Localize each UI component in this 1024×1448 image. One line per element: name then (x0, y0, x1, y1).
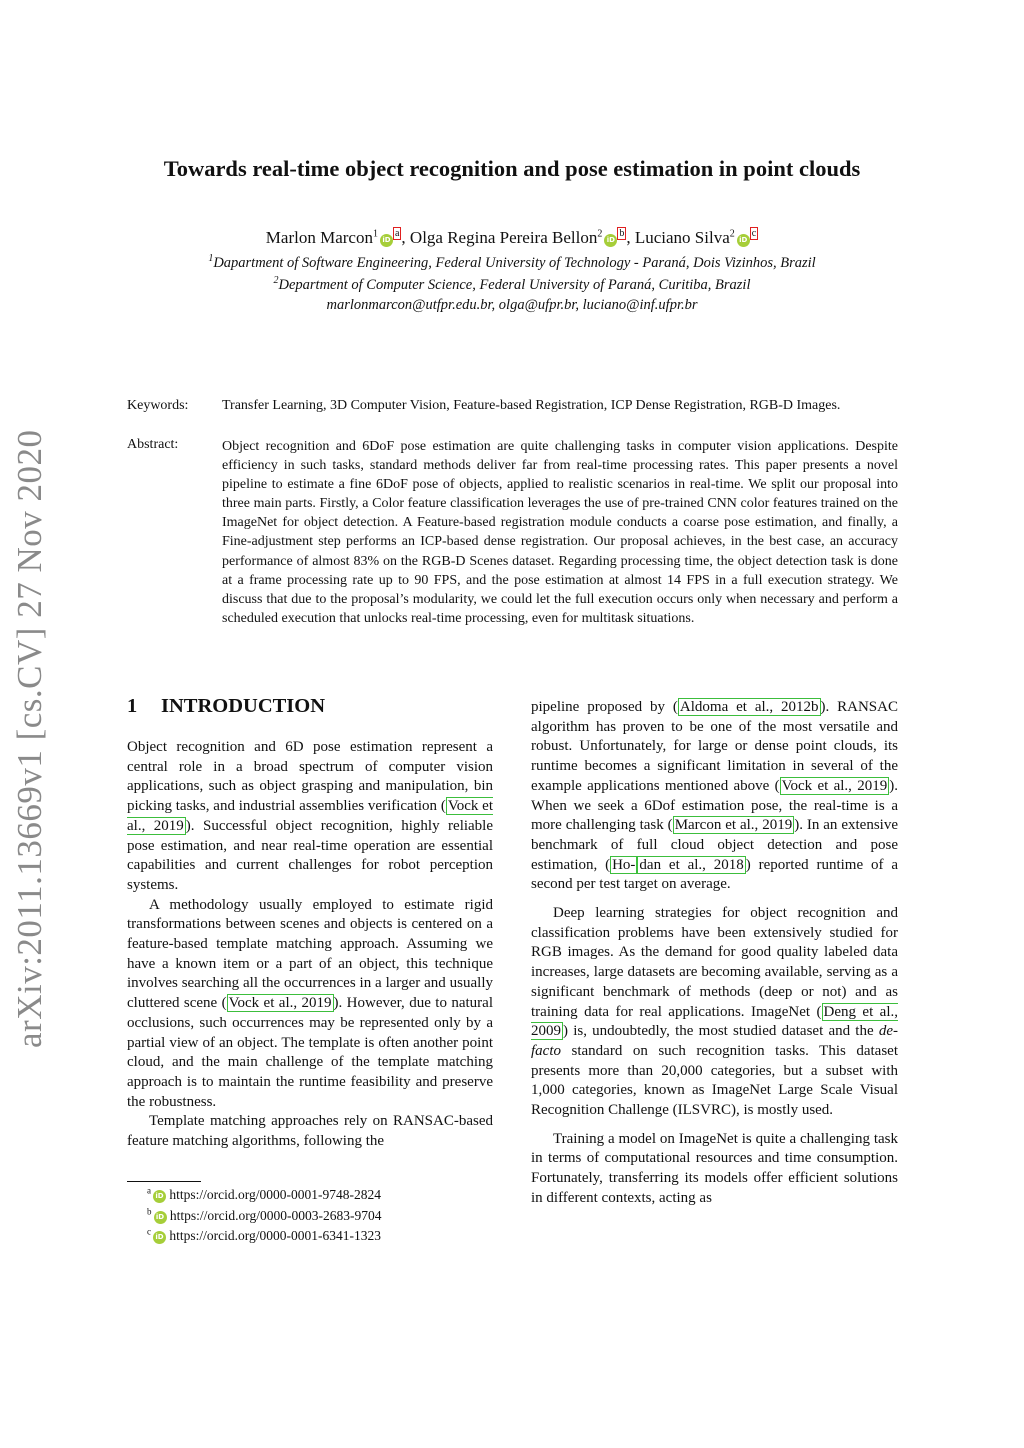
footnote (147, 1185, 382, 1206)
affiliation-1 (0, 255, 1024, 272)
affiliation-text: Department of Computer Science, Federal University of Paraná, Curitiba, Brazil (278, 277, 751, 293)
citation-link[interactable]: Vock et al., 2019 (228, 995, 332, 1012)
affiliation-number: 1 (208, 253, 214, 265)
footnotes (147, 1185, 382, 1247)
citation-link[interactable]: Deng et al., 2009 (531, 1003, 899, 1040)
footnote-link[interactable]: b (619, 228, 625, 240)
arxiv-identifier: arXiv:2011.13669v1 [cs.CV] 27 Nov 2020 (10, 429, 49, 1048)
left-column (127, 738, 493, 1152)
text-run: pipeline proposed by ( (531, 699, 678, 715)
citation-link[interactable]: Aldoma et al., 2012b (679, 699, 819, 715)
text-run: ). When we seek a 6Dof estimation pose, the real-time is a more challenging task ( (531, 777, 898, 834)
footnote-rule (127, 1181, 201, 1182)
text-run: A methodology usually employed to estimate rigid transformations between scenes and objects is centered on a feature-based template matching approach. Assuming we have a known item or a part of an object, this technique involves searching all the occurrences in a larger and usually cluttered scene ( (127, 896, 493, 1012)
footnote-mark: a (147, 1185, 151, 1196)
text-run: ). RANSAC algorithm has proven to be one of the most versatile and robust. Unfortunately, for large or dense point clouds, its runtime becomes a significant limitation in several of the example applications mentioned above ( (531, 699, 898, 794)
paragraph (531, 904, 898, 1121)
affiliation-mark: 2 (729, 228, 735, 240)
citation-link[interactable]: dan et al., 2018 (639, 856, 744, 873)
author-name: Olga Regina Pereira Bellon (409, 228, 598, 247)
abstract-text: Object recognition and 6DoF pose estimation are quite challenging tasks in computer vision applications. Despite efficiency in such tasks, standard methods deliver far from real-time processing rates. This paper presents a novel pipeline to estimate a fine 6DoF pose of objects, applied to realistic scenarios in real-time. We split our proposal into three main parts. Firstly, a Color feature classification leverages the use of pre-trained CNN color features trained on the ImageNet for object detection. A Feature-based registration module conducts a coarse pose estimation, and finally, a Fine-adjustment step performs an ICP-based dense registration. Our proposal achieves, in the best case, an accuracy performance of almost 83% on the RGB-D Scenes dataset. Regarding processing time, the object detection task is done at a frame processing rate up to 90 FPS, and the pose estimation at almost 14 FPS in a full execution strategy. We discuss that due to the proposal’s modularity, we could let the full execution occurs only when necessary and perform a scheduled execution that unlocks real-time processing, even for multitask situations. (222, 439, 898, 626)
section-number: 1 (127, 695, 138, 717)
orcid-icon: iD (153, 1190, 166, 1203)
affiliation-mark: 1 (372, 228, 378, 240)
text-run: ) reported runtime of a second per test target on average. (531, 856, 898, 893)
citation-link[interactable]: Ho- (612, 856, 636, 873)
section-title: INTRODUCTION (161, 695, 326, 717)
section-heading (127, 695, 325, 718)
footnote-mark: b (147, 1206, 152, 1216)
text-run: Object recognition and 6D pose estimation represent a central role in a broad spectrum of computer vision applications, such as object grasping and manipulation, bin picking tasks, and industrial assemblies verification ( (127, 739, 493, 815)
emphasis: de-facto (531, 1023, 898, 1059)
text-run: ) is, undoubtedly, the most studied dataset and the (563, 1023, 879, 1040)
orcid-icon: iD (154, 1211, 167, 1224)
text-run: ). In an extensive benchmark of full cloud object detection and pose estimation, ( (531, 817, 898, 873)
affiliation-2 (0, 277, 1024, 294)
paragraph (127, 738, 493, 896)
citation-link[interactable]: Vock et al., 2019 (781, 777, 888, 794)
footnote-link[interactable]: a (394, 228, 400, 240)
footnote (147, 1226, 382, 1247)
paragraph: Training a model on ImageNet is quite a challenging task in terms of computational resources and time consumption. Fortunately, transferring its models offer efficient solutions in different contexts, acting as (531, 1130, 898, 1206)
affiliation-text: Dapartment of Software Engineering, Federal University of Technology - Paraná, Dois Vizinhos, Brazil (213, 255, 816, 271)
abstract-label: Abstract: (127, 437, 179, 452)
text-run: ). However, due to natural occlusions, such occurrences may be represented only by a partial view of an object. The template is often another point cloud, and the main challenge of the template matching approach is to maintain the runtime feasibility and preserve the robustness. (127, 995, 493, 1110)
orcid-url[interactable]: https://orcid.org/0000-0001-9748-2824 (169, 1187, 381, 1202)
keywords-text: Transfer Learning, 3D Computer Vision, Feature-based Registration, ICP Dense Registration, RGB-D Images. (222, 398, 841, 413)
author-emails: marlonmarcon@utfpr.edu.br, olga@ufpr.br, luciano@inf.ufpr.br (326, 297, 698, 313)
author-name: Marlon Marcon (265, 228, 373, 247)
author-name: Luciano Silva (634, 228, 730, 247)
affiliation-number: 2 (273, 275, 279, 287)
citation-link[interactable]: Marcon et al., 2019 (674, 817, 793, 834)
affiliation-mark: 2 (597, 228, 603, 240)
orcid-url[interactable]: https://orcid.org/0000-0001-6341-1323 (169, 1228, 381, 1243)
orcid-icon[interactable]: iD (604, 234, 617, 247)
text-run: Deep learning strategies for object recognition and classification problems have been extensively studied for RGB images. As the demand for good quality labeled data increases, large datasets are becoming available, serving as a significant benchmark of methods (deep or not) and as training data for real applications. ImageNet ( (531, 905, 898, 1020)
right-column (531, 698, 898, 1209)
text-run: standard on such recognition tasks. This dataset presents more than 20,000 categories, but a subset with 1,000 categories, known as ImageNet Large Scale Visual Recognition Challenge (ILSVRC), is mostly used. (531, 1042, 898, 1119)
citation-link[interactable]: Vock et al., 2019 (127, 798, 493, 834)
keywords-label: Keywords: (127, 398, 189, 413)
text-run: ). Successful object recognition, highly reliable pose estimation, and near real-time operation are essential capabilities and current challenges for robot perception systems. (127, 817, 494, 893)
orcid-icon[interactable]: iD (380, 234, 393, 247)
author-line: Marlon $Marcon^1iD^a$ , Olga Regina Pereira $Bellon^2iD^b$ , Luciano $Silva^2iD^c$ (265, 228, 757, 247)
paper-title: Towards real-time object recognition and pose estimation in point clouds (163, 156, 861, 181)
orcid-icon: iD (153, 1231, 166, 1244)
paragraph (531, 698, 898, 895)
paragraph (127, 896, 493, 1113)
footnote-mark: c (147, 1226, 151, 1237)
paragraph: Template matching approaches rely on RANSAC-based feature matching algorithms, following the (127, 1113, 493, 1150)
orcid-url[interactable]: https://orcid.org/0000-0003-2683-9704 (169, 1207, 382, 1223)
orcid-icon[interactable]: iD (737, 234, 750, 247)
footnote-link[interactable]: c (751, 228, 757, 240)
footnote (147, 1206, 382, 1227)
